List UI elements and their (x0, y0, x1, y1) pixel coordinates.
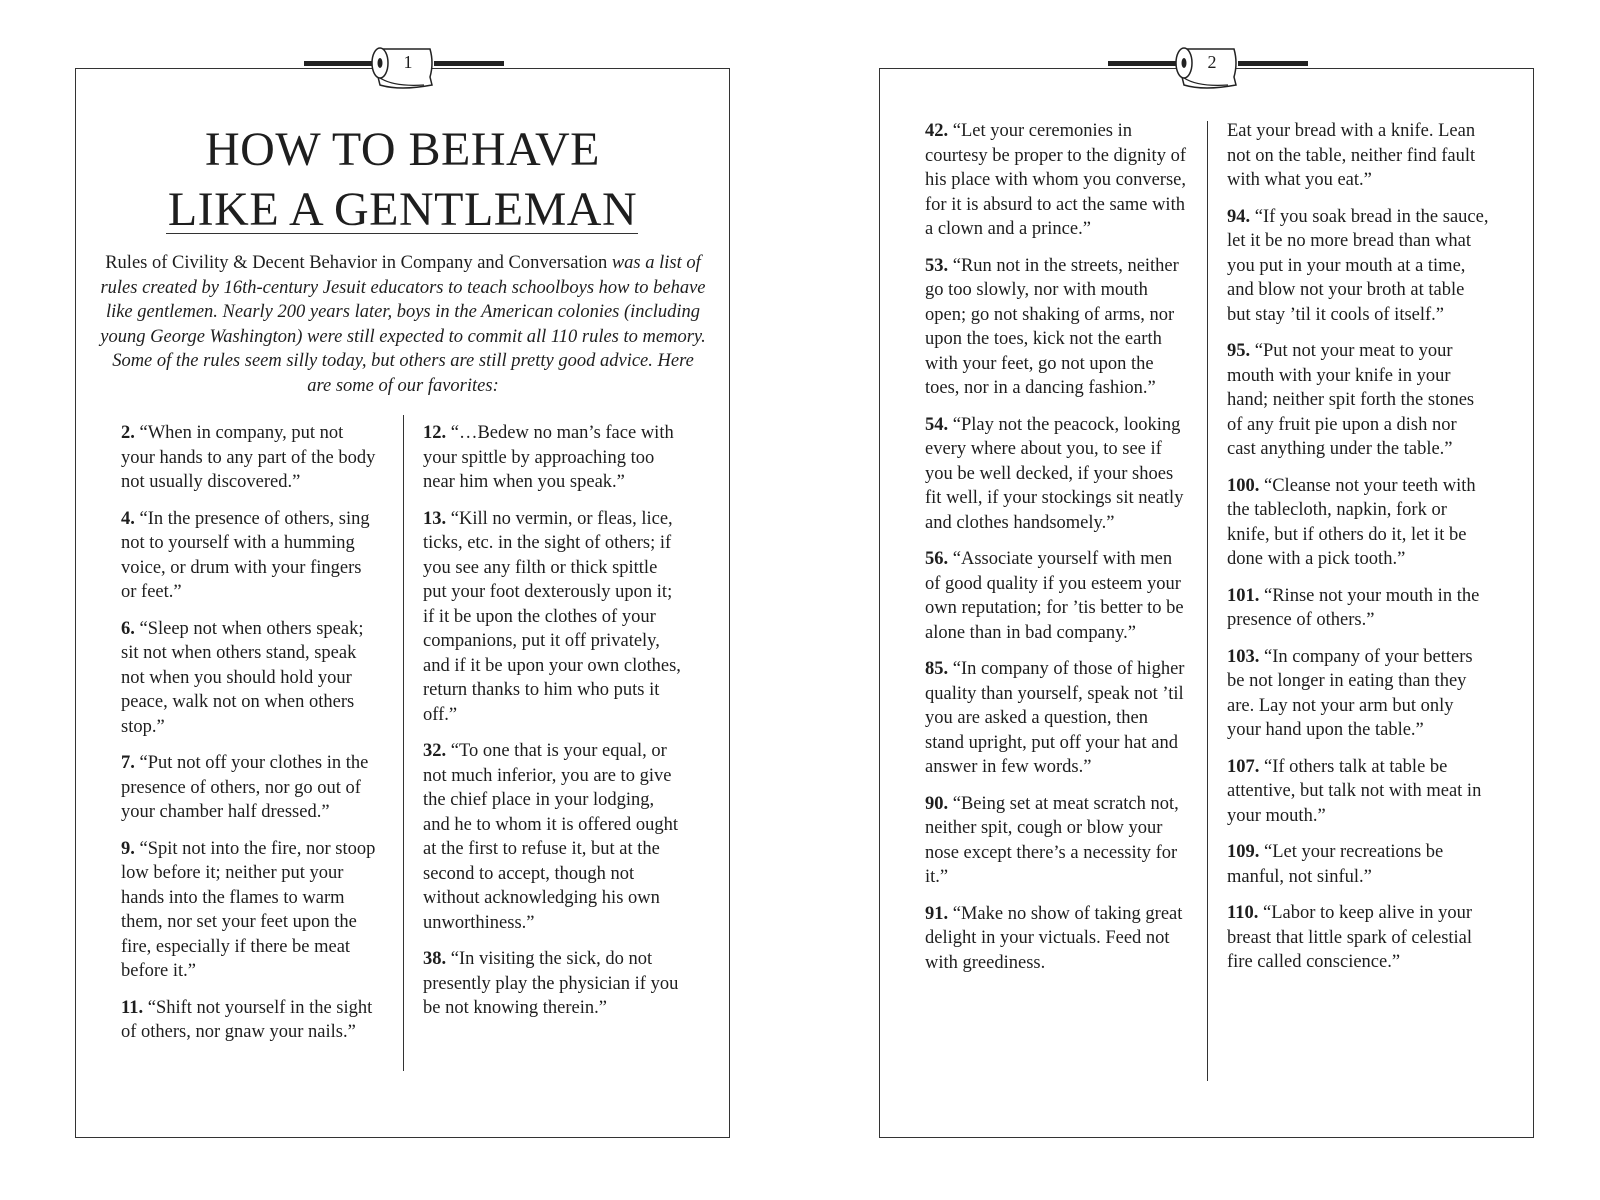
rule-item: 9. “Spit not into the fire, nor stoop low before it; neither put your hands into the flames to warm them, nor set your feet upon the fire, especially if there be meat before it.” (121, 838, 376, 981)
page-title-line-2: LIKE A GENTLEMAN (167, 183, 638, 236)
rule-item: 38. “In visiting the sick, do not presently play the physician if you be not knowing therein.” (423, 949, 679, 1018)
rule-item: 6. “Sleep not when others speak; sit not when others stand, speak not when you should hold your peace, walk not on when others stop.” (121, 618, 364, 737)
rules-column-left (925, 119, 1187, 987)
column-divider (1207, 121, 1208, 1081)
rule-item: 7. “Put not off your clothes in the presence of others, nor go out of your chamber half dressed.” (121, 753, 369, 822)
rules-column-right (423, 421, 685, 1033)
rule-item: 4. “In the presence of others, sing not to yourself with a humming voice, or drum with your fingers or feet.” (121, 508, 370, 602)
rule-item: 101. “Rinse not your mouth in the presence of others.” (1227, 585, 1480, 630)
rule-item: 85. “In company of those of higher quality than yourself, speak not ’til you are asked a question, then stand upright, put off your hat and answer in few words.” (925, 659, 1185, 777)
rule-item: 110. “Labor to keep alive in your breast that little spark of celestial fire called conscience.” (1227, 903, 1473, 972)
rule-continuation: Eat your bread with a knife. Lean not on the table, neither find fault with what you eat.” (1227, 121, 1476, 190)
page-number: 1 (403, 52, 413, 72)
rule-item: 103. “In company of your betters be not longer in eating than they are. Lay not your arm but only your hand upon the table.” (1227, 646, 1473, 740)
rule-item: 109. “Let your recreations be manful, not sinful.” (1227, 842, 1444, 887)
rule-item: 2. “When in company, put not your hands to any part of the body not usually discovered.” (121, 423, 376, 492)
intro-lead: Rules of Civility & Decent Behavior in Company and Conversation (105, 253, 608, 273)
page-1 (75, 52, 730, 1138)
page-2 (879, 52, 1534, 1138)
rule-item: 107. “If others talk at table be attentive, but talk not with meat in your mouth.” (1227, 756, 1482, 826)
rule-item: 90. “Being set at meat scratch not, neither spit, cough or blow your nose except there’s a necessity for it.” (925, 793, 1179, 887)
rule-item: 91. “Make no show of taking great delight in your victuals. Feed not with greediness. (925, 903, 1183, 973)
page-number: 2 (1207, 52, 1217, 72)
rule-item: 32. “To one that is your equal, or not much inferior, you are to give the chief place in your lodging, and he to whom it is offered ought at the first to refuse it, but at the second to accept, though not without acknowledging his own unworthiness.” (423, 741, 679, 933)
rule-item: 56. “Associate yourself with men of good quality if you esteem your own reputation; for ’tis better to be alone than in bad company.” (925, 549, 1184, 643)
rules-column-right (1227, 119, 1489, 987)
paper-roll-header (1108, 41, 1308, 93)
rules-column-left (121, 421, 379, 1057)
rule-item: 13. “Kill no vermin, or fleas, lice, ticks, etc. in the sight of others; if you see any filth or thick spittle put your foot dexterously upon it; if it be upon the clothes of your companions, put it off privately, and if it be upon your own clothes, return thanks to him who puts it off.” (423, 508, 681, 725)
rule-item: 95. “Put not your meat to your mouth with your knife in your hand; neither spit forth the stones of any fruit pie upon a dish nor cast anything under the table.” (1227, 341, 1475, 459)
rule-item: 42. “Let your ceremonies in courtesy be proper to the dignity of his place with whom you converse, for it is absurd to act the same with a clown and a prince.” (925, 121, 1186, 239)
rule-item: 54. “Play not the peacock, looking every where about you, to see if you be well decked, if your shoes fit well, if your stockings sit neatly and clothes handsomely.” (925, 414, 1184, 533)
rule-item: 94. “If you soak bread in the sauce, let it be no more bread than what you put in your mouth at a time, and blow not your broth at table but stay ’til it cools of itself.” (1227, 206, 1489, 325)
intro-paragraph (98, 251, 708, 398)
title-underline (166, 233, 638, 234)
paper-roll-header (304, 41, 504, 93)
rule-item: 53. “Run not in the streets, neither go too slowly, nor with mouth open; go not shaking of arms, nor upon the toes, kick not the earth with your feet, go not upon the toes, nor in a dancing fashion.” (925, 255, 1179, 398)
intro-rest: was a list of rules created by 16th-century Jesuit educators to teach schoolboys how to behave like gentlemen. Nearly 200 years later, boys in the American colonies (including young George Washington) were still expected to commit all 110 rules to memory. Some of the rules seem silly today, but others are still pretty good advice. Here are some of our favorites: (100, 253, 706, 396)
column-divider (403, 415, 404, 1071)
rule-item: 11. “Shift not yourself in the sight of others, nor gnaw your nails.” (121, 997, 373, 1042)
rule-item: 100. “Cleanse not your teeth with the tablecloth, napkin, fork or knife, but if others do it, let it be done with a pick tooth.” (1227, 475, 1476, 569)
page-title-line-1: HOW TO BEHAVE (205, 123, 600, 176)
rule-item: 12. “…Bedew no man’s face with your spittle by approaching too near him when you speak.” (423, 423, 674, 492)
